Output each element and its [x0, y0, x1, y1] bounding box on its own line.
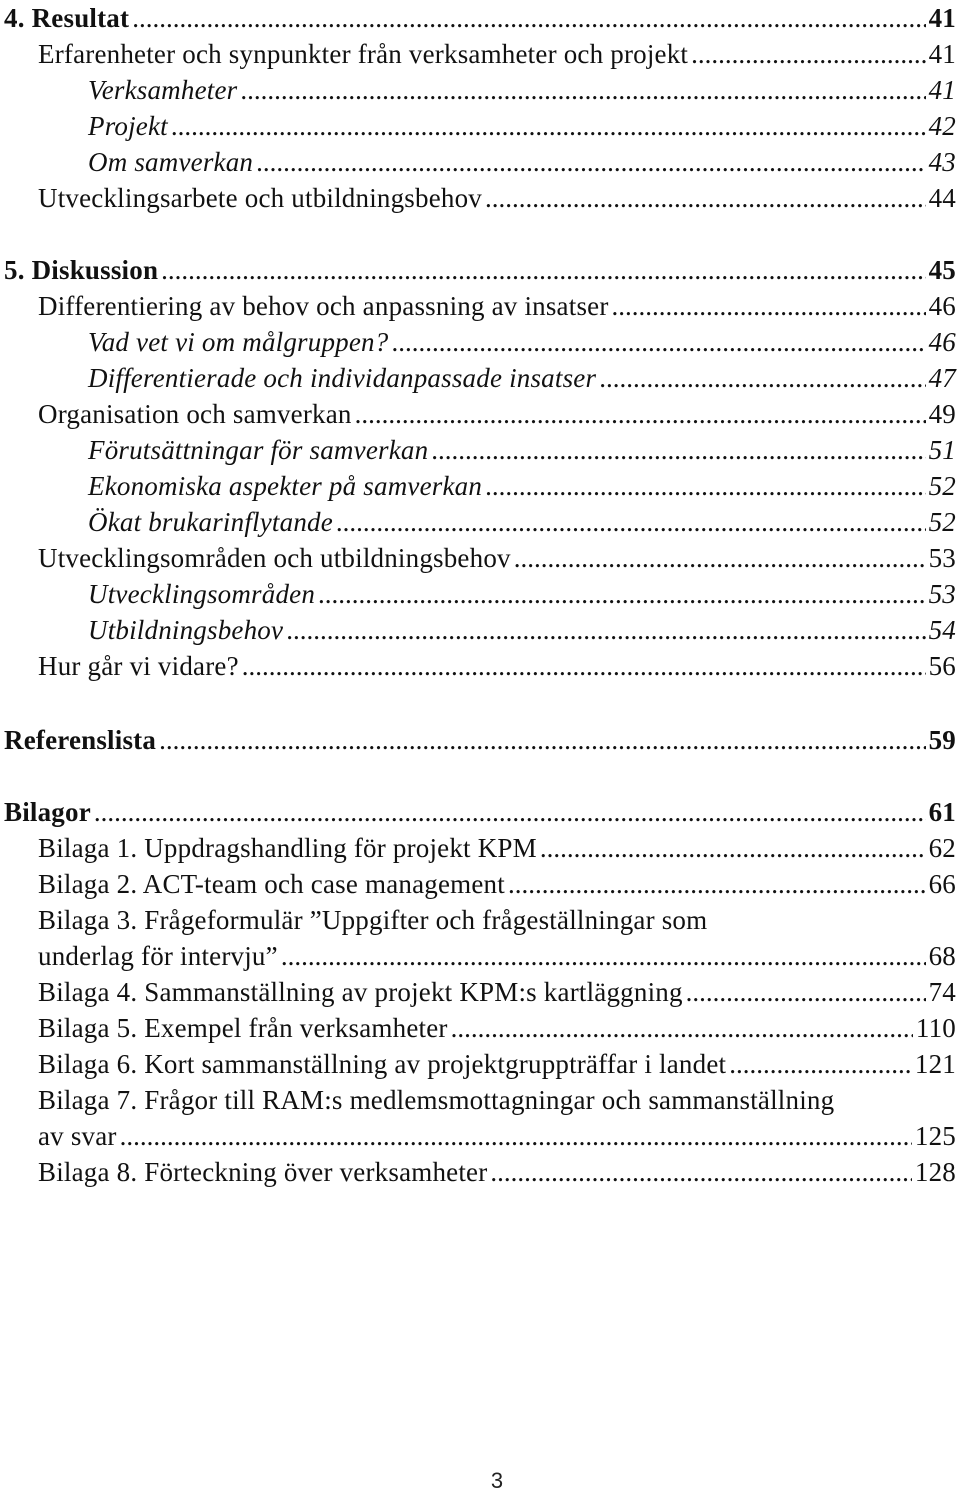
toc-entry-title: Ekonomiska aspekter på samverkan: [88, 471, 483, 501]
toc-entry-om-samverkan[interactable]: [88, 144, 956, 180]
toc-leader-dots: [691, 36, 925, 72]
toc-entry-title: Differentiering av behov och anpassning av insatser: [38, 291, 609, 321]
toc-entry-page: 66: [928, 869, 956, 899]
toc-leader-dots: [281, 938, 926, 974]
toc-entry-page: 44: [928, 183, 956, 213]
toc-entry-page: 41: [928, 39, 956, 69]
toc-entry-projekt[interactable]: [88, 108, 956, 144]
toc-leader-dots: [686, 974, 926, 1010]
toc-entry-title: Referenslista: [4, 725, 157, 755]
toc-entry-page: 53: [928, 543, 956, 573]
toc-leader-dots: [132, 0, 925, 36]
toc-entry-title: Utvecklingsområden och utbildningsbehov: [38, 543, 511, 573]
toc-leader-dots: [729, 1046, 912, 1082]
toc-entry-bilaga-2[interactable]: [38, 866, 956, 902]
toc-entry-title: Utbildningsbehov: [88, 615, 284, 645]
toc-leader-dots: [391, 324, 925, 360]
toc-entry-utvecklingsomraden-utbildningsbehov[interactable]: [38, 540, 956, 576]
toc-leader-dots: [171, 108, 926, 144]
toc-entry-title: av svar: [38, 1121, 117, 1151]
toc-entry-page: 51: [928, 435, 956, 465]
toc-entry-page: 49: [928, 399, 956, 429]
toc-entry-page: 125: [914, 1121, 956, 1151]
toc-entry-bilaga-7[interactable]: [38, 1118, 956, 1154]
toc-entry-utvecklingsomraden[interactable]: [88, 576, 956, 612]
toc-leader-dots: [355, 396, 926, 432]
toc-entry-title: Bilagor: [4, 797, 91, 827]
toc-entry-page: 54: [928, 615, 956, 645]
toc-leader-dots: [240, 72, 925, 108]
toc-entry-resultat[interactable]: [4, 0, 956, 36]
toc-entry-page: 74: [928, 977, 956, 1007]
toc-entry-page: 52: [928, 471, 956, 501]
toc-entry-utbildningsbehov[interactable]: [88, 612, 956, 648]
toc-entry-hur-gar-vi-vidare[interactable]: [38, 648, 956, 684]
toc-entry-title: 4. Resultat: [4, 3, 130, 33]
toc-leader-dots: [599, 360, 925, 396]
toc-entry-page: 46: [928, 327, 956, 357]
toc-leader-dots: [490, 1154, 911, 1190]
toc-leader-dots: [485, 180, 926, 216]
toc-entry-page: 47: [928, 363, 956, 393]
toc-entry-page: 68: [928, 941, 956, 971]
toc-entry-page: 128: [914, 1157, 956, 1187]
toc-leader-dots: [286, 612, 925, 648]
toc-entry-title: Bilaga 1. Uppdragshandling för projekt KPM: [38, 833, 537, 863]
toc-entry-title: Projekt: [88, 111, 168, 141]
toc-entry-bilaga-4[interactable]: [38, 974, 956, 1010]
toc-leader-dots: [242, 648, 926, 684]
toc-entry-title: Ökat brukarinflytande: [88, 507, 333, 537]
toc-entry-title: Utvecklingsarbete och utbildningsbehov: [38, 183, 483, 213]
toc-entry-bilaga-7-first-line[interactable]: Bilaga 7. Frågor till RAM:s medlemsmottagningar och sammanställning: [38, 1085, 835, 1115]
toc-entry-page: 41: [928, 75, 956, 105]
toc-leader-dots: [161, 252, 925, 288]
toc-entry-bilaga-8[interactable]: [38, 1154, 956, 1190]
toc-entry-page: 43: [928, 147, 956, 177]
toc-entry-title: Utvecklingsområden: [88, 579, 316, 609]
toc-leader-dots: [336, 504, 926, 540]
toc-entry-bilaga-3[interactable]: [38, 938, 956, 974]
toc-entry-title: 5. Diskussion: [4, 255, 159, 285]
toc-leader-dots: [514, 540, 926, 576]
toc-entry-bilaga-6[interactable]: [38, 1046, 956, 1082]
toc-entry-okat-brukarinflytande[interactable]: [88, 504, 956, 540]
toc-entry-referenslista[interactable]: [4, 722, 956, 758]
toc-leader-dots: [508, 866, 926, 902]
toc-leader-dots: [94, 794, 926, 830]
toc-entry-page: 42: [928, 111, 956, 141]
toc-entry-title: Hur går vi vidare?: [38, 651, 239, 681]
toc-entry-title: Bilaga 6. Kort sammanställning av projektgruppträffar i landet: [38, 1049, 727, 1079]
page-number: 3: [490, 1468, 504, 1493]
toc-leader-dots: [485, 468, 926, 504]
toc-entry-page: 59: [928, 725, 956, 755]
toc-entry-forutsattningar[interactable]: [88, 432, 956, 468]
toc-entry-title: Vad vet vi om målgruppen?: [88, 327, 389, 357]
toc-entry-title: Bilaga 4. Sammanställning av projekt KPM:s kartläggning: [38, 977, 683, 1007]
toc-entry-page: 45: [928, 255, 956, 285]
toc-leader-dots: [256, 144, 925, 180]
toc-entry-page: 121: [914, 1049, 956, 1079]
toc-entry-page: 61: [928, 797, 956, 827]
toc-entry-page: 62: [928, 833, 956, 863]
toc-entry-page: 110: [915, 1013, 956, 1043]
toc-entry-title: Organisation och samverkan: [38, 399, 352, 429]
toc-entry-title: Om samverkan: [88, 147, 254, 177]
toc-entry-organisation[interactable]: [38, 396, 956, 432]
toc-entry-page: 52: [928, 507, 956, 537]
toc-leader-dots: [540, 830, 926, 866]
toc-entry-page: 56: [928, 651, 956, 681]
toc-leader-dots: [431, 432, 925, 468]
toc-entry-bilaga-1[interactable]: [38, 830, 956, 866]
toc-entry-title: Erfarenheter och synpunkter från verksamheter och projekt: [38, 39, 689, 69]
toc-entry-title: Bilaga 8. Förteckning över verksamheter: [38, 1157, 488, 1187]
toc-entry-page: 41: [928, 3, 956, 33]
toc-leader-dots: [120, 1118, 912, 1154]
toc-entry-diskussion[interactable]: [4, 252, 956, 288]
toc-entry-vad-vet-vi[interactable]: [88, 324, 956, 360]
toc-entry-utvecklingsarbete[interactable]: [38, 180, 956, 216]
toc-entry-bilaga-5[interactable]: [38, 1010, 956, 1046]
toc-leader-dots: [451, 1010, 913, 1046]
toc-entry-page: 46: [928, 291, 956, 321]
toc-entry-title: Verksamheter: [88, 75, 238, 105]
toc-entry-ekonomiska[interactable]: [88, 468, 956, 504]
toc-entry-differentierade-insatser[interactable]: [88, 360, 956, 396]
toc-entry-erfarenheter[interactable]: [38, 36, 956, 72]
toc-entry-title: Förutsättningar för samverkan: [88, 435, 429, 465]
toc-leader-dots: [318, 576, 926, 612]
toc-entry-bilaga-3-first-line[interactable]: Bilaga 3. Frågeformulär ”Uppgifter och frågeställningar som: [38, 905, 708, 935]
toc-leader-dots: [159, 722, 926, 758]
toc-entry-differentiering[interactable]: [38, 288, 956, 324]
toc-entry-title: underlag för intervju”: [38, 941, 278, 971]
toc-leader-dots: [612, 288, 926, 324]
toc-entry-title: Bilaga 2. ACT-team och case management: [38, 869, 505, 899]
toc-entry-title: Bilaga 5. Exempel från verksamheter: [38, 1013, 448, 1043]
toc-entry-page: 53: [928, 579, 956, 609]
toc-entry-title: Differentierade och individanpassade insatser: [88, 363, 597, 393]
toc-entry-verksamheter[interactable]: [88, 72, 956, 108]
toc-entry-bilagor[interactable]: [4, 794, 956, 830]
